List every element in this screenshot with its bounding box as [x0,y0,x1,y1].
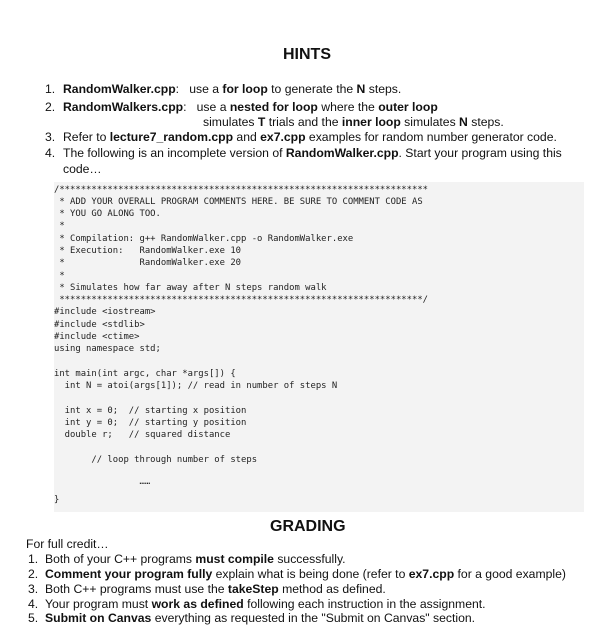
grading-3: Both C++ programs must use the takeStep method as defined. [45,582,386,596]
grading-2: Comment your program fully explain what is being done (refer to ex7.cpp for a good example) [45,567,566,581]
code-line: int x = 0; // starting x position [54,406,247,416]
grading-1-number: 1. [28,552,39,566]
grading-intro: For full credit… [26,537,109,551]
code-line: * Execution: RandomWalker.exe 10 [54,246,242,256]
grading-4: Your program must work as defined following each instruction in the assignment. [45,597,486,611]
grading-1: Both of your C++ programs must compile successfully. [45,552,346,566]
code-line: * [54,271,65,281]
code-line: /********************************************************************* [54,185,429,195]
code-line: …… [54,477,151,487]
hint-4-continuation: code… [63,162,102,176]
code-line: } [54,495,60,505]
code-line: * [54,221,65,231]
code-line: #include <iostream> [54,307,156,317]
grading-5-number: 5. [28,611,39,625]
hint-1-number: 1. [45,82,56,96]
code-line: ********************************************************************/ [54,295,429,305]
hint-2-number: 2. [45,100,56,114]
code-line: double r; // squared distance [54,430,231,440]
grading-4-number: 4. [28,597,39,611]
code-line: * Simulates how far away after N steps random walk [54,283,327,293]
code-line: int main(int argc, char *args[]) { [54,369,236,379]
hint-1: RandomWalker.cpp: use a for loop to generate the N steps. [63,82,402,96]
grading-3-number: 3. [28,582,39,596]
code-line: int N = atoi(args[1]); // read in number of steps N [54,381,338,391]
code-line: * RandomWalker.exe 20 [54,258,242,268]
grading-title: GRADING [270,518,346,535]
hint-4-number: 4. [45,146,56,160]
grading-2-number: 2. [28,567,39,581]
hint-3: Refer to lecture7_random.cpp and ex7.cpp examples for random number generator code. [63,130,557,144]
hint-2-continuation: simulates T trials and the inner loop simulates N steps. [203,115,504,129]
grading-5: Submit on Canvas everything as requested in the "Submit on Canvas" section. [45,611,476,625]
code-line: // loop through number of steps [54,455,258,465]
hint-3-number: 3. [45,130,56,144]
hint-2: RandomWalkers.cpp: use a nested for loop where the outer loop [63,100,438,114]
code-line: int y = 0; // starting y position [54,418,247,428]
code-line: #include <ctime> [54,332,140,342]
code-line: #include <stdlib> [54,320,145,330]
code-line: * Compilation: g++ RandomWalker.cpp -o RandomWalker.exe [54,234,354,244]
code-line: using namespace std; [54,344,161,354]
code-line: * YOU GO ALONG TOO. [54,209,161,219]
code-block [54,182,584,512]
code-line: * ADD YOUR OVERALL PROGRAM COMMENTS HERE. BE SURE TO COMMENT CODE AS [54,197,423,207]
hints-title: HINTS [283,46,331,63]
hint-4: The following is an incomplete version of RandomWalker.cpp. Start your program using this [63,146,562,160]
